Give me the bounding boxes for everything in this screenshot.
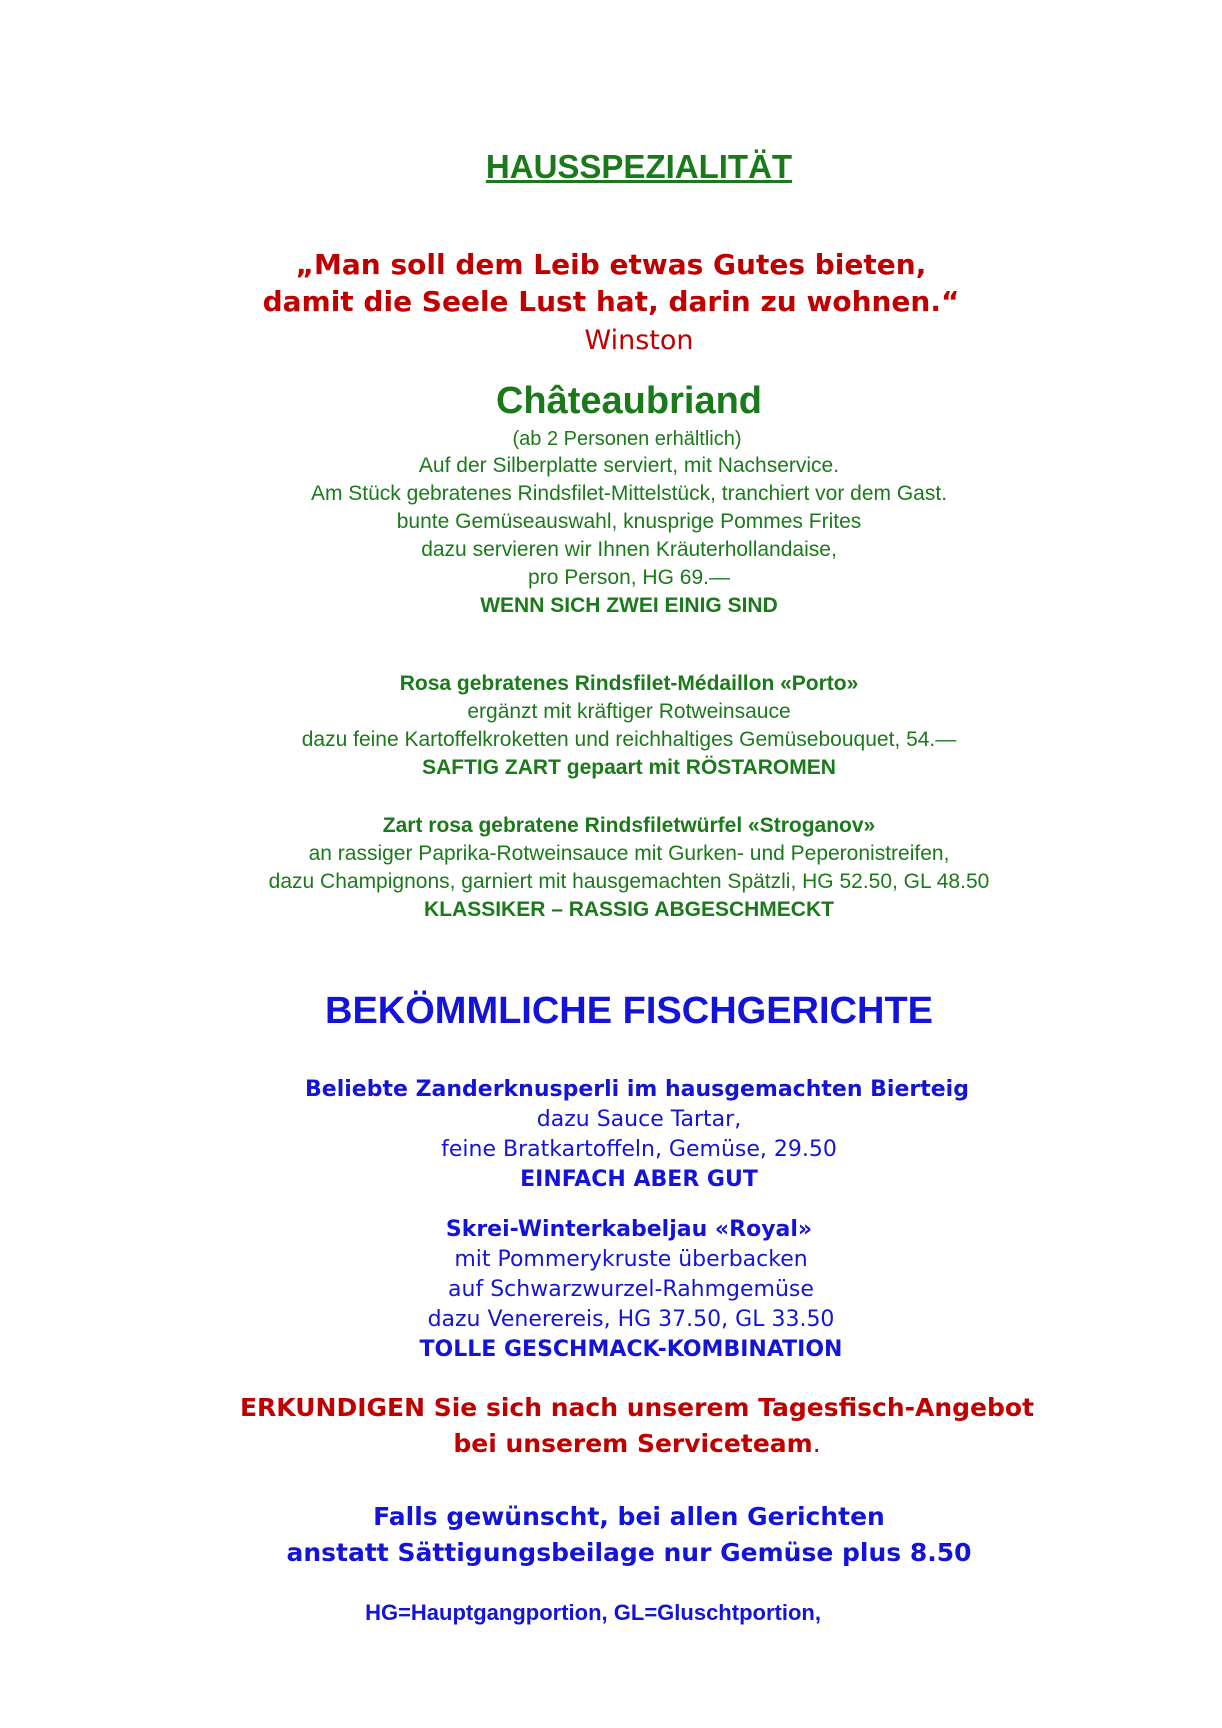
vegetable-note-line-1: Falls gewünscht, bei allen Gerichten [373, 1502, 885, 1531]
dish-line: bunte Gemüseauswahl, knusprige Pommes Frites [396, 510, 862, 533]
dish-slogan: WENN SICH ZWEI EINIG SIND [480, 594, 778, 617]
dish-slogan: TOLLE GESCHMACK-KOMBINATION [419, 1337, 843, 1362]
dish-line: Auf der Silberplatte serviert, mit Nachservice. [418, 454, 840, 477]
dish-line: (ab 2 Personen erhältlich) [512, 428, 742, 450]
dish-line: dazu Sauce Tartar, [536, 1107, 742, 1132]
dish-line: auf Schwarzwurzel-Rahmgemüse [448, 1277, 814, 1302]
section-heading-house: HAUSSPEZIALITÄT [485, 148, 793, 185]
dish-title-zander: Beliebte Zanderknusperli im hausgemachten Bierteig [305, 1077, 969, 1102]
daily-fish-line-1: ERKUNDIGEN Sie sich nach unserem Tagesfisch-Angebot [239, 1393, 1035, 1422]
dish-line: mit Pommerykruste überbacken [454, 1247, 808, 1272]
quote-author: Winston [584, 325, 694, 356]
dish-price-line: dazu feine Kartoffelkroketten und reichhaltiges Gemüsebouquet, 54.— [301, 728, 957, 751]
dish-price-line: feine Bratkartoffeln, Gemüse, 29.50 [441, 1137, 837, 1162]
dish-title-medaillon: Rosa gebratenes Rindsfilet-Médaillon «Porto» [399, 672, 859, 695]
dish-slogan: SAFTIG ZART gepaart mit RÖSTAROMEN [422, 756, 836, 779]
quote-line-2: damit die Seele Lust hat, darin zu wohnen.“ [262, 285, 960, 318]
dish-line: an rassiger Paprika-Rotweinsauce mit Gurken- und Peperonistreifen, [308, 842, 950, 865]
daily-fish-line-2 [26, 1429, 1222, 1458]
quote-line-1: „Man soll dem Leib etwas Gutes bieten, [295, 248, 927, 281]
dish-slogan: EINFACH ABER GUT [520, 1167, 758, 1192]
dish-title-chateaubriand: Châteaubriand [495, 380, 763, 422]
dish-price-line: dazu Venerereis, HG 37.50, GL 33.50 [427, 1307, 835, 1332]
section-heading-fish: BEKÖMMLICHE FISCHGERICHTE [325, 990, 933, 1032]
dish-title-stroganov: Zart rosa gebratene Rindsfiletwürfel «Stroganov» [382, 814, 876, 837]
vegetable-note-line-2: anstatt Sättigungsbeilage nur Gemüse plus 8.50 [286, 1538, 972, 1567]
dish-slogan: KLASSIKER – RASSIG ABGESCHMECKT [424, 898, 834, 921]
daily-fish-text: bei unserem Serviceteam [453, 1429, 813, 1458]
dish-title-skrei: Skrei-Winterkabeljau «Royal» [445, 1217, 813, 1242]
daily-fish-dot: . [812, 1429, 821, 1458]
dish-line: ergänzt mit kräftiger Rotweinsauce [467, 700, 791, 723]
dish-price-line: dazu Champignons, garniert mit hausgemachten Spätzli, HG 52.50, GL 48.50 [268, 870, 990, 893]
dish-line: Am Stück gebratenes Rindsfilet-Mittelstück, tranchiert vor dem Gast. [310, 482, 948, 505]
dish-price-line: pro Person, HG 69.— [528, 566, 730, 589]
portion-footnote: HG=Hauptgangportion, GL=Gluschtportion, [365, 1600, 821, 1625]
dish-line: dazu servieren wir Ihnen Kräuterhollandaise, [421, 538, 837, 561]
